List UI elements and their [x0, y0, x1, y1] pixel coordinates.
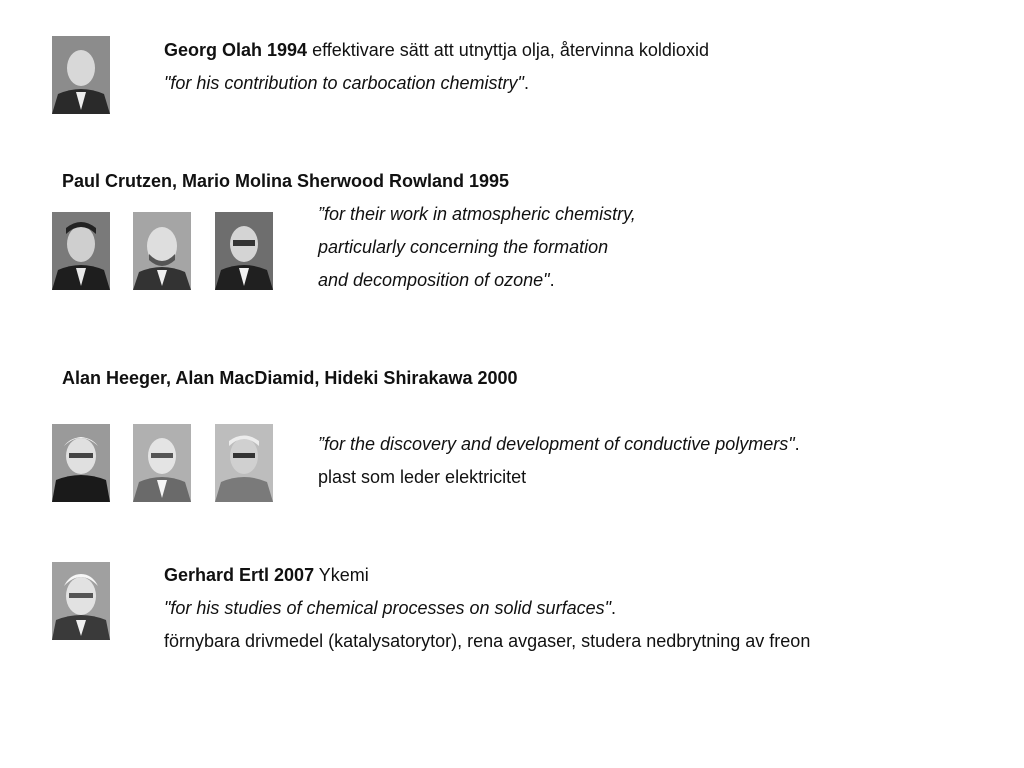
citation-text: "for his studies of chemical processes on solid surfaces" — [164, 598, 611, 618]
citation-line — [164, 596, 616, 620]
note-line — [318, 465, 526, 489]
citation-text: ”for their work in atmospheric chemistry, — [318, 204, 636, 224]
portrait-photo — [52, 212, 110, 290]
portrait-photo — [215, 424, 273, 502]
citation-line — [318, 202, 636, 226]
portrait-photo — [215, 212, 273, 290]
laureate-name-year: Georg Olah 1994 — [164, 40, 308, 60]
entry-heading — [62, 366, 518, 390]
laureate-name-year: Alan Heeger, Alan MacDiamid, Hideki Shirakawa 2000 — [62, 368, 518, 388]
portrait-photo — [133, 212, 191, 290]
citation-text: "for his contribution to carbocation chemistry" — [164, 73, 524, 93]
citation-punct: . — [794, 434, 800, 454]
citation-punct: . — [610, 598, 616, 618]
citation-line — [318, 235, 608, 259]
portrait-photo — [52, 424, 110, 502]
note-text: plast som leder elektricitet — [318, 467, 527, 487]
citation-text: ”for the discovery and development of conductive polymers" — [318, 434, 795, 454]
heading-note: effektivare sätt att utnyttja olja, återvinna koldioxid — [307, 40, 709, 60]
citation-punct: . — [549, 270, 555, 290]
citation-line — [318, 268, 555, 292]
citation-line — [318, 432, 800, 456]
entry-heading — [164, 563, 369, 587]
citation-text: and decomposition of ozone" — [318, 270, 550, 290]
entry-heading — [62, 169, 509, 193]
note-text: förnybara drivmedel (katalysatorytor), rena avgaser, studera nedbrytning av freon — [164, 631, 811, 651]
portrait-photo — [52, 562, 110, 640]
heading-note: Ykemi — [314, 565, 369, 585]
citation-text: particularly concerning the formation — [318, 237, 609, 257]
portrait-photo — [133, 424, 191, 502]
laureate-name-year: Paul Crutzen, Mario Molina Sherwood Rowland 1995 — [62, 171, 510, 191]
portrait-photo — [52, 36, 110, 114]
citation-punct: . — [523, 73, 529, 93]
entry-heading — [164, 38, 709, 62]
note-line — [164, 629, 810, 653]
laureate-name-year: Gerhard Ertl 2007 — [164, 565, 315, 585]
citation-line — [164, 71, 529, 95]
